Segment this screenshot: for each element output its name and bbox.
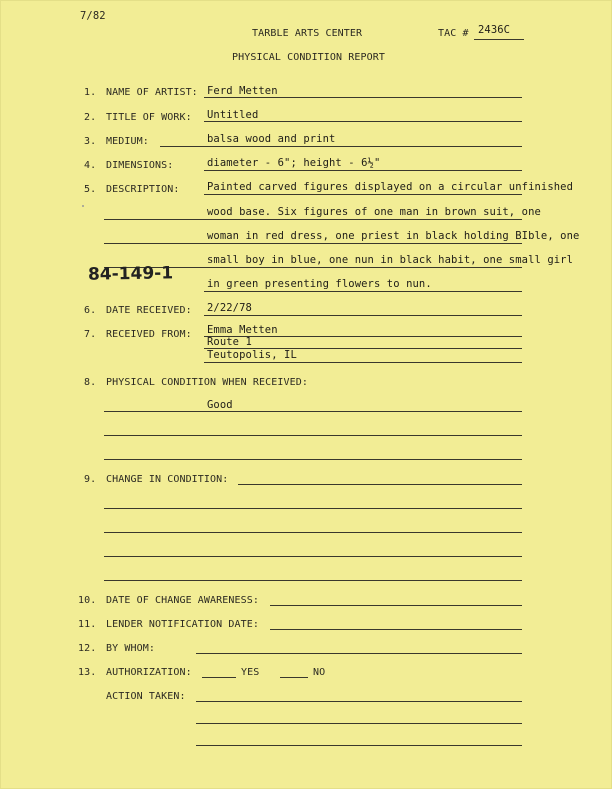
authorization-label: AUTHORIZATION: — [106, 667, 192, 678]
condition-rule-3 — [104, 459, 522, 460]
field-number-8: 8. — [84, 377, 97, 388]
date-code: 7/82 — [80, 10, 106, 22]
description-rule-3 — [104, 243, 522, 244]
received-from-line-3: Teutopolis, IL — [207, 349, 297, 361]
org-name: TARBLE ARTS CENTER — [252, 28, 363, 39]
field-number-11: 11. — [78, 619, 97, 630]
condition-rule-2 — [104, 435, 522, 436]
dimensions-label: DIMENSIONS: — [106, 160, 174, 171]
description-rule-5 — [204, 291, 522, 292]
change-rule-3 — [104, 532, 522, 533]
title-line — [204, 121, 522, 122]
change-rule-4 — [104, 556, 522, 557]
description-line-3: woman in red dress, one priest in black holding BIble, one — [207, 230, 580, 242]
condition-received-label: PHYSICAL CONDITION WHEN RECEIVED: — [106, 377, 308, 388]
description-line-5: in green presenting flowers to nun. — [207, 278, 432, 290]
tac-label: TAC # — [438, 28, 469, 39]
no-checkline — [280, 677, 308, 678]
field-number-12: 12. — [78, 643, 97, 654]
action-rule-3 — [196, 745, 522, 746]
received-from-line-1: Emma Metten — [207, 324, 278, 336]
lender-notification-label: LENDER NOTIFICATION DATE: — [106, 619, 260, 630]
date-received-line — [204, 315, 522, 316]
no-label: NO — [313, 667, 326, 678]
change-condition-label: CHANGE IN CONDITION: — [106, 474, 229, 485]
received-from-rule-3 — [204, 362, 522, 363]
date-received-label: DATE RECEIVED: — [106, 305, 192, 316]
margin-mark — [82, 205, 84, 207]
field-number-7: 7. — [84, 329, 97, 340]
field-number-3: 3. — [84, 136, 97, 147]
dimensions-line — [204, 170, 522, 171]
lender-notification-line — [270, 629, 522, 630]
medium-line — [204, 146, 522, 147]
change-rule-2 — [104, 508, 522, 509]
change-awareness-line — [270, 605, 522, 606]
condition-received-value: Good — [207, 399, 233, 411]
yes-checkline — [202, 677, 236, 678]
field-number-5: 5. — [84, 184, 97, 195]
field-number-6: 6. — [84, 305, 97, 316]
field-number-4: 4. — [84, 160, 97, 171]
change-rule-5 — [104, 580, 522, 581]
date-received-value: 2/22/78 — [207, 302, 252, 314]
tac-number: 2436C — [478, 24, 511, 36]
action-rule-1 — [196, 701, 522, 702]
field-number-1: 1. — [84, 87, 97, 98]
artist-line — [204, 97, 522, 98]
field-number-9: 9. — [84, 474, 97, 485]
change-rule-1 — [238, 484, 522, 485]
by-whom-label: BY WHOM: — [106, 643, 155, 654]
page-title: PHYSICAL CONDITION REPORT — [232, 52, 386, 63]
received-from-line-2: Route 1 — [207, 336, 252, 348]
field-number-2: 2. — [84, 112, 97, 123]
description-line-2: wood base. Six figures of one man in brown suit, one — [207, 206, 541, 218]
condition-rule-1 — [104, 411, 522, 412]
medium-value: balsa wood and print — [207, 133, 336, 145]
description-rule-1 — [204, 194, 522, 195]
yes-label: YES — [241, 667, 260, 678]
tac-number-line — [474, 39, 524, 40]
dimensions-value: diameter - 6"; height - 6½" — [207, 157, 381, 169]
title-label: TITLE OF WORK: — [106, 112, 192, 123]
by-whom-line — [196, 653, 522, 654]
medium-leader-line — [160, 146, 205, 147]
artist-value: Ferd Metten — [207, 85, 278, 97]
change-awareness-label: DATE OF CHANGE AWARENESS: — [106, 595, 260, 606]
handwritten-accession-number: 84-149-1 — [87, 263, 174, 285]
description-rule-2 — [104, 219, 522, 220]
action-taken-label: ACTION TAKEN: — [106, 691, 186, 702]
field-number-10: 10. — [78, 595, 97, 606]
description-label: DESCRIPTION: — [106, 184, 180, 195]
artist-label: NAME OF ARTIST: — [106, 87, 198, 98]
medium-label: MEDIUM: — [106, 136, 149, 147]
description-line-4: small boy in blue, one nun in black habit, one small girl — [207, 254, 574, 266]
title-value: Untitled — [207, 109, 259, 121]
field-number-13: 13. — [78, 667, 97, 678]
description-line-1: Painted carved figures displayed on a circular unfinished — [207, 181, 574, 193]
received-from-label: RECEIVED FROM: — [106, 329, 192, 340]
action-rule-2 — [196, 723, 522, 724]
